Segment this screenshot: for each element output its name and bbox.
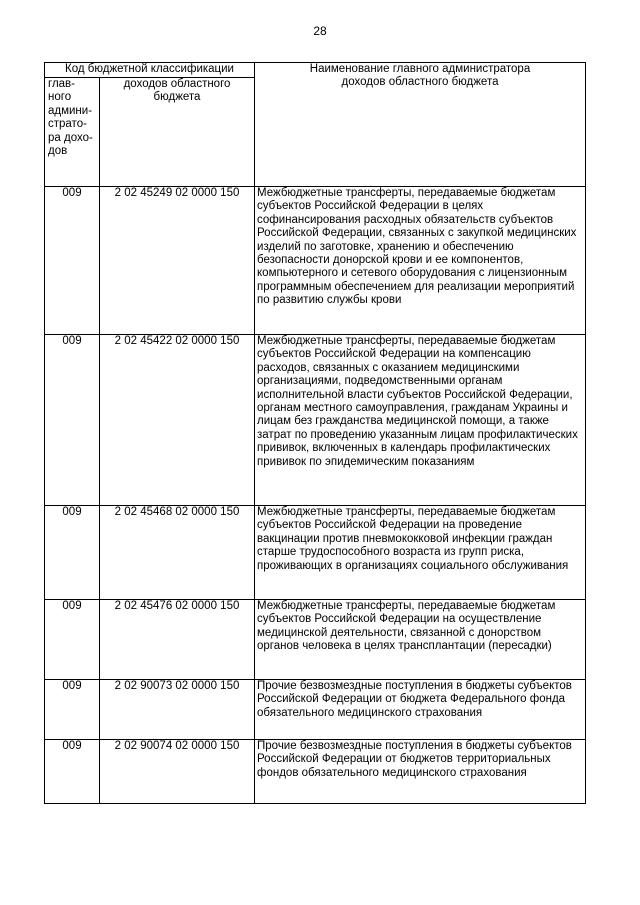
header-administrator-name [255, 63, 586, 187]
income-code-cell: 2 02 90074 02 0000 150 [100, 740, 255, 804]
admin-code-cell: 009 [45, 335, 100, 506]
admin-code-cell: 009 [45, 600, 100, 680]
admin-code-cell: 009 [45, 506, 100, 600]
table-row [45, 740, 586, 804]
income-name-cell: Прочие безвозмездные поступления в бюджеты субъектов Российской Федерации от бюджетов территориальных фондов обязательного медицинского страхования [255, 740, 586, 804]
header-budget-classification-code: Код бюджетной классификации [45, 63, 255, 78]
table-row [45, 600, 586, 680]
header-regional-budget-income-label: доходов областного бюджета [123, 78, 231, 104]
budget-classification-table [44, 62, 586, 804]
income-name-cell: Прочие безвозмездные поступления в бюджеты субъектов Российской Федерации от бюджета Федерального фонда обязательного медицинского страхования [255, 680, 586, 740]
income-name-cell: Межбюджетные трансферты, передаваемые бюджетам субъектов Российской Федерации в целях софинансирования расходных обязательств субъектов Российской Федерации, связанных с закупкой медицинских изделий по заготовке, хранению и обеспечению безопасности донорской крови и ее компонентов, компьютерного и сетевого оборудования с лицензионным программным обеспечением для реализации мероприятий по развитию службы крови [255, 187, 586, 335]
income-name-cell: Межбюджетные трансферты, передаваемые бюджетам субъектов Российской Федерации на осуществление медицинской деятельности, связанной с донорством органов человека в целях трансплантации (пересадки) [255, 600, 586, 680]
table-row [45, 506, 586, 600]
header-administrator-name-label: Наименование главного администратора доходов областного бюджета [309, 63, 531, 89]
header-row-group [45, 63, 586, 78]
income-code-cell: 2 02 45422 02 0000 150 [100, 335, 255, 506]
income-code-cell: 2 02 45249 02 0000 150 [100, 187, 255, 335]
table-row [45, 335, 586, 506]
header-regional-budget-income [100, 78, 255, 187]
header-chief-administrator-label: глав- ного админи- страто- ра дохо- дов [48, 78, 93, 158]
admin-code-cell: 009 [45, 740, 100, 804]
header-chief-administrator [45, 78, 100, 187]
table-row [45, 680, 586, 740]
income-code-cell: 2 02 90073 02 0000 150 [100, 680, 255, 740]
table-row [45, 187, 586, 335]
admin-code-cell: 009 [45, 187, 100, 335]
income-code-cell: 2 02 45468 02 0000 150 [100, 506, 255, 600]
income-name-cell: Межбюджетные трансферты, передаваемые бюджетам субъектов Российской Федерации на проведение вакцинации против пневмококковой инфекции граждан старше трудоспособного возраста из групп риска, проживающих в организациях социального обслуживания [255, 506, 586, 600]
page-number: 28 [313, 24, 327, 38]
income-code-cell: 2 02 45476 02 0000 150 [100, 600, 255, 680]
table-body [45, 187, 586, 804]
income-name-cell: Межбюджетные трансферты, передаваемые бюджетам субъектов Российской Федерации на компенсацию расходов, связанных с оказанием медицинскими организациями, подведомственными органам исполнительной власти субъектов Российской Федерации, органам местного самоуправления, гражданам Украины и лицам без гражданства медицинской помощи, а также затрат по проведению указанным лицам профилактических прививок, включенных в календарь профилактических прививок по эпидемическим показаниям [255, 335, 586, 506]
admin-code-cell: 009 [45, 680, 100, 740]
